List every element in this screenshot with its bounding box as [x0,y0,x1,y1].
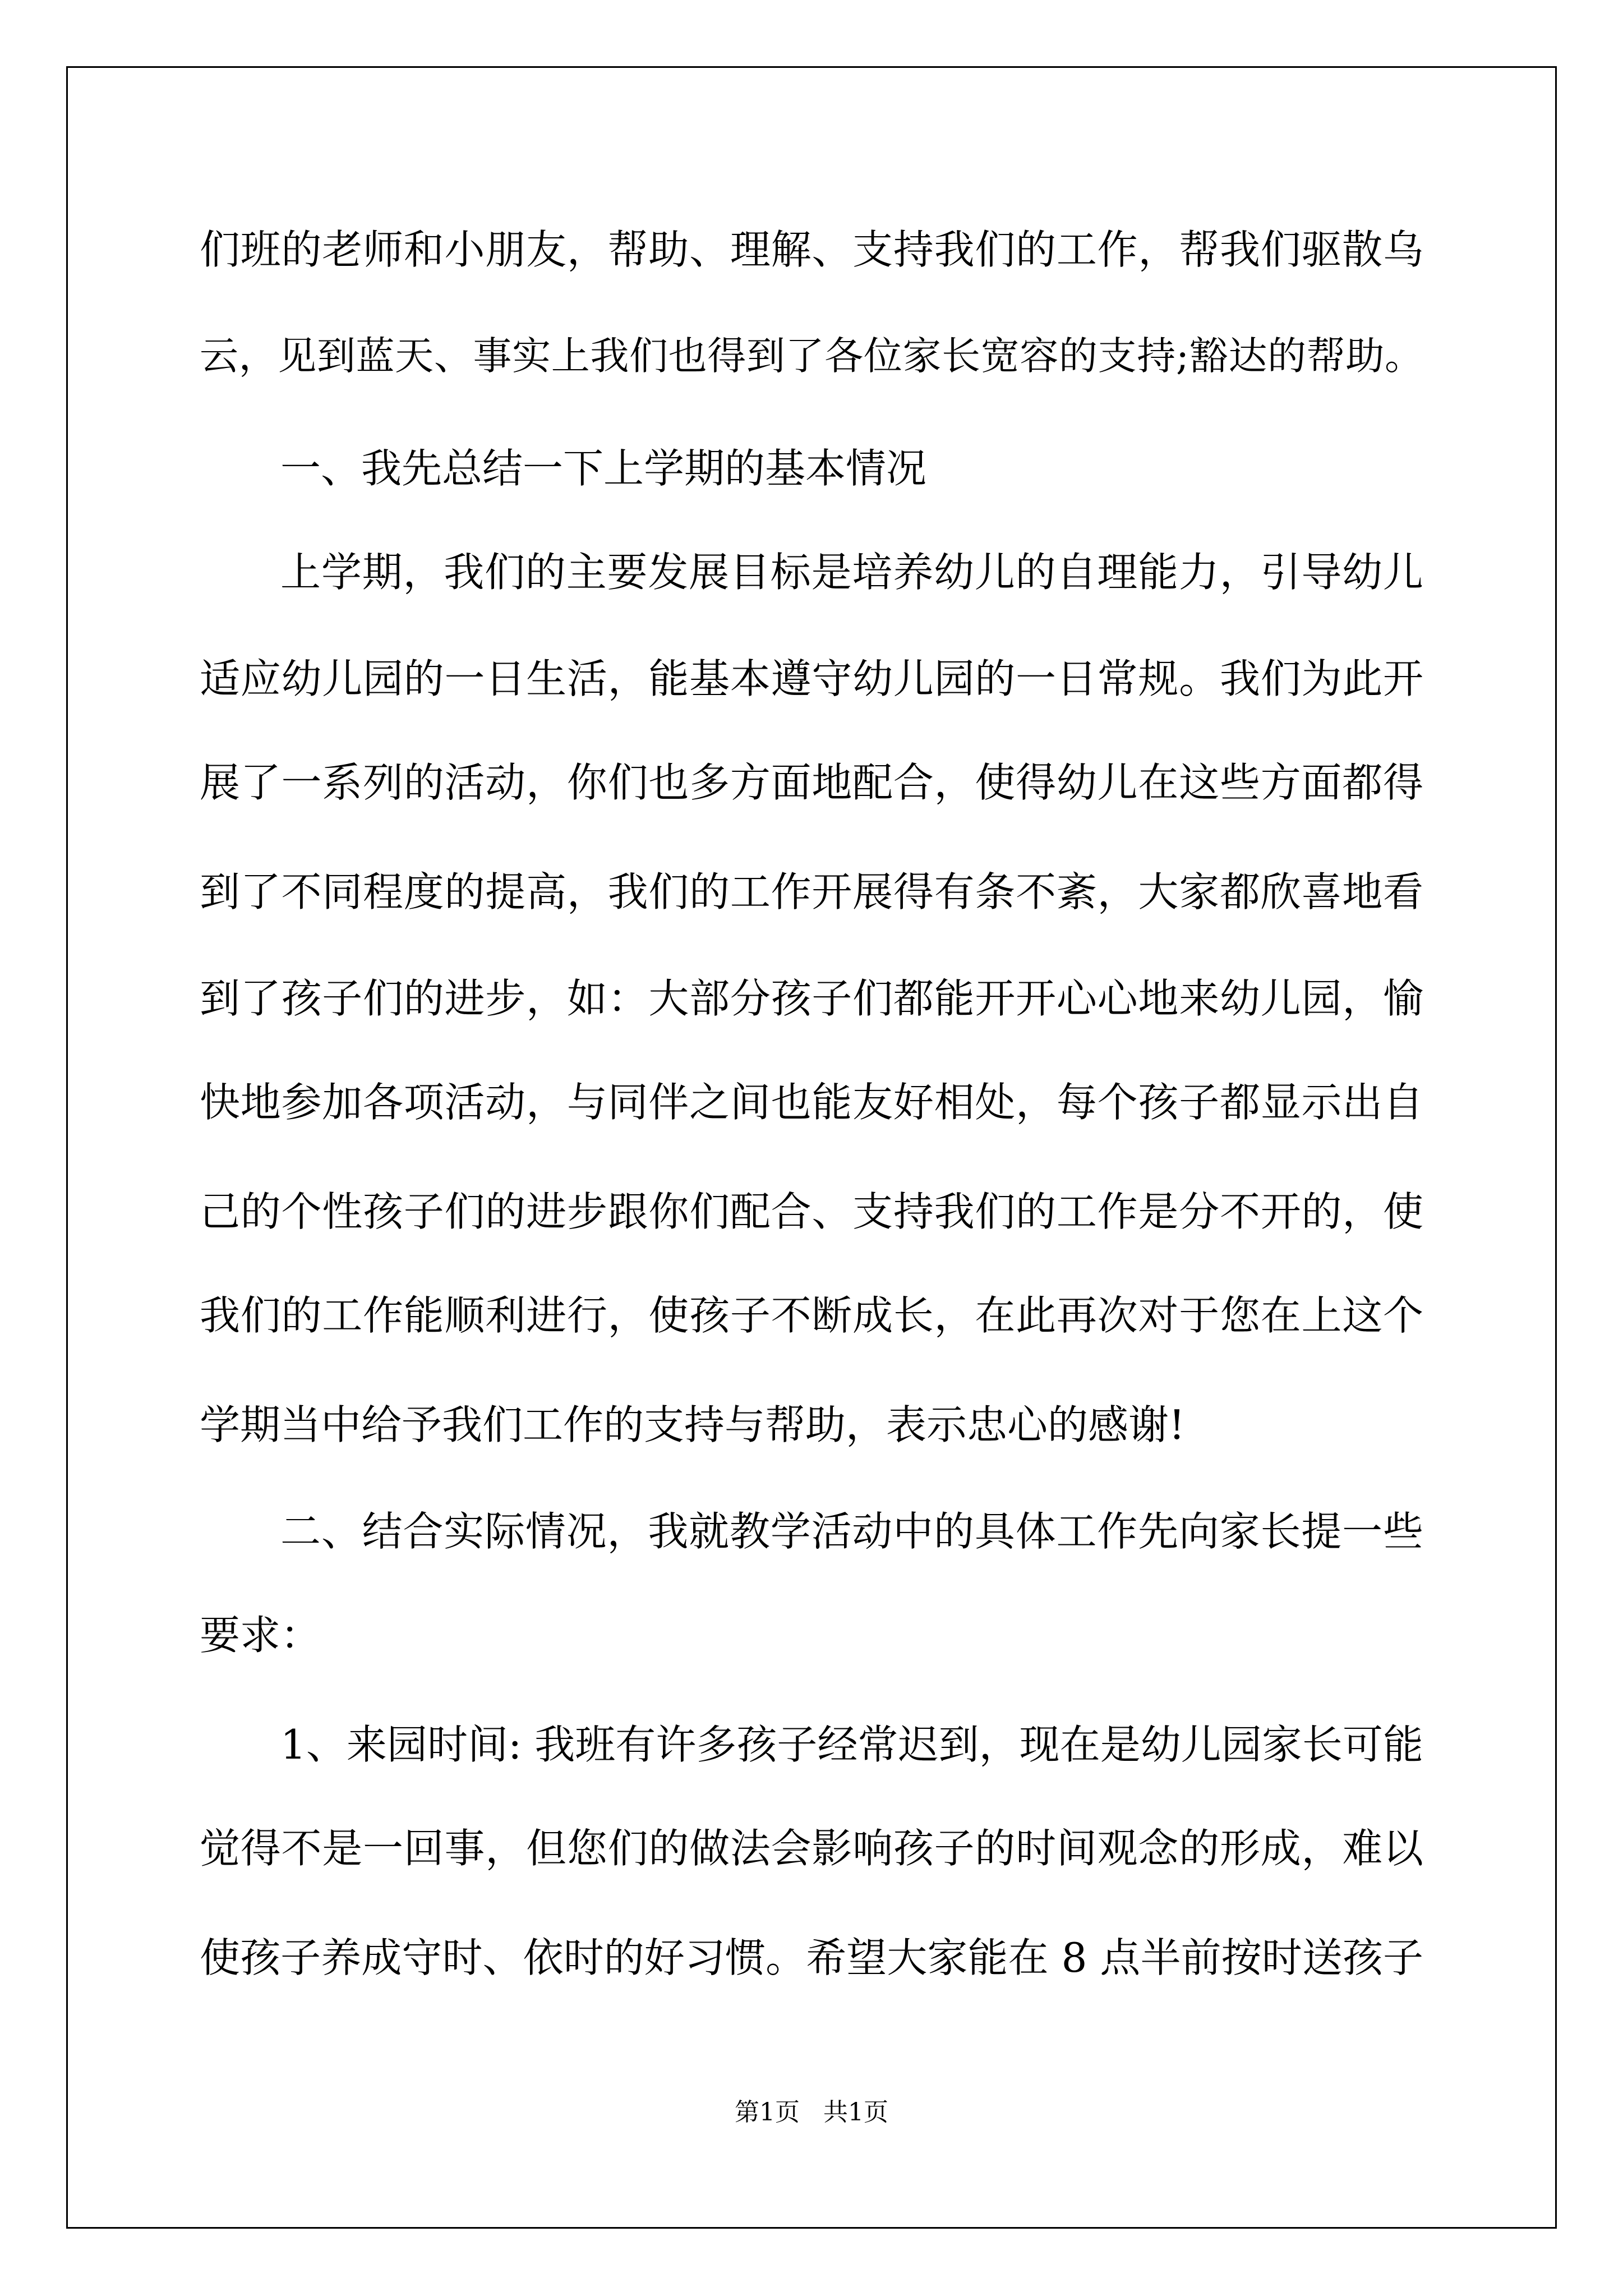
text-line: 己的个性孩子们的进步跟你们配合、支持我们的工作是分不开的，使 [200,1188,1423,1235]
section-heading: 一、我先总结一下上学期的基本情况 [280,445,927,492]
text-line: 到了不同程度的提高，我们的工作开展得有条不紊，大家都欣喜地看 [200,868,1423,915]
text-line: 展了一系列的活动，你们也多方面地配合，使得幼儿在这些方面都得 [200,759,1423,806]
page-number-footer: 第1页 共1页 [735,2098,888,2127]
text-line: 我们的工作能顺利进行，使孩子不断成长，在此再次对于您在上这个 [200,1292,1423,1339]
text-line: 适应幼儿园的一日生活，能基本遵守幼儿园的一日常规。我们为此开 [200,655,1423,702]
text-line: 们班的老师和小朋友，帮助、理解、支持我们的工作，帮我们驱散乌 [200,226,1423,273]
page-border [66,66,1557,2229]
text-line: 云，见到蓝天、事实上我们也得到了各位家长宽容的支持;豁达的帮助。 [200,334,1423,379]
text-line: 1、来园时间: 我班有许多孩子经常迟到，现在是幼儿园家长可能 [280,1721,1423,1768]
section-heading: 二、结合实际情况，我就教学活动中的具体工作先向家长提一些 [280,1508,1423,1555]
text-line: 到了孩子们的进步，如：大部分孩子们都能开开心心地来幼儿园，愉 [200,975,1423,1022]
text-line: 快地参加各项活动，与同伴之间也能友好相处，每个孩子都显示出自 [200,1079,1423,1126]
text-line: 使孩子养成守时、依时的好习惯。希望大家能在 8 点半前按时送孩子 [200,1934,1423,1981]
text-line: 学期当中给予我们工作的支持与帮助，表示忠心的感谢! [200,1401,1185,1448]
text-line: 上学期，我们的主要发展目标是培养幼儿的自理能力，引导幼儿 [280,549,1423,596]
text-line: 觉得不是一回事，但您们的做法会影响孩子的时间观念的形成，难以 [200,1825,1423,1872]
text-line: 要求： [200,1612,321,1659]
